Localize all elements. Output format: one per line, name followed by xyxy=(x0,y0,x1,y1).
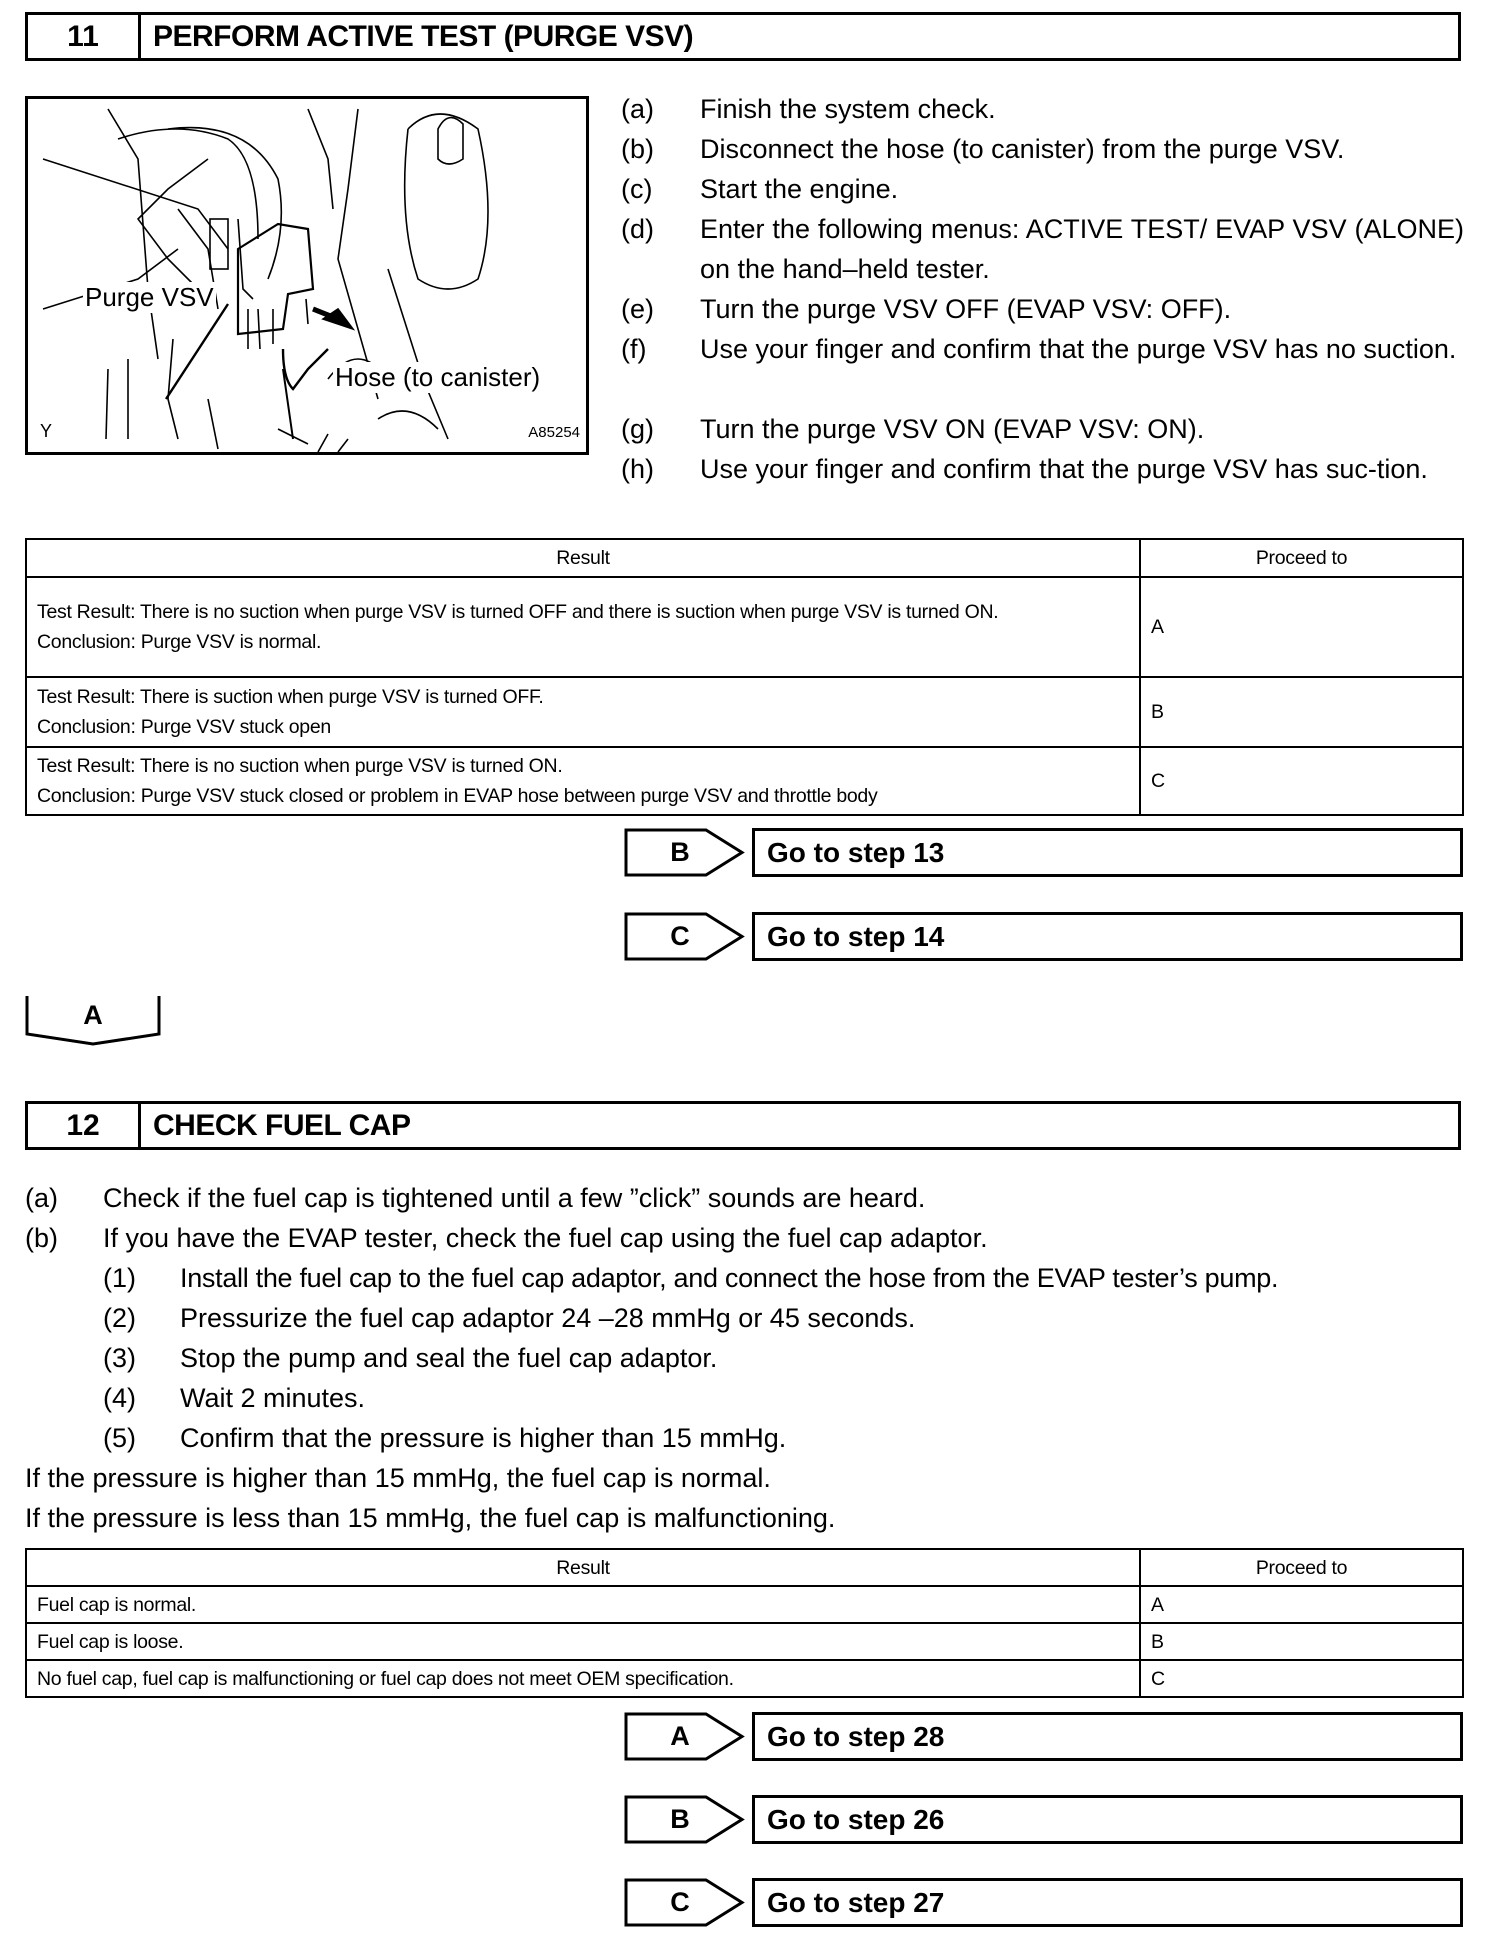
substep-label: (4) xyxy=(103,1383,136,1413)
branch-letter: C xyxy=(670,1887,690,1917)
result-header: Result xyxy=(26,1549,1140,1586)
instruction-text: Enter the following menus: ACTIVE TEST/ EVAP VSV (ALONE) on the hand–held tester. xyxy=(700,214,1464,284)
note-text: If the pressure is less than 15 mmHg, the fuel cap is malfunctioning. xyxy=(25,1503,836,1533)
purge-vsv-figure xyxy=(25,96,589,455)
conclusion: Conclusion: Purge VSV stuck closed or problem in EVAP hose between purge VSV and throttle body xyxy=(37,785,878,807)
instruction-label: (f) xyxy=(621,334,647,364)
step-12-header xyxy=(25,1101,1461,1150)
table-row xyxy=(26,677,1463,747)
conclusion: Conclusion: Purge VSV is normal. xyxy=(37,631,322,653)
continue-letter: A xyxy=(83,1000,103,1030)
substep-text: Pressurize the fuel cap adaptor 24 –28 mmHg or 45 seconds. xyxy=(180,1303,916,1333)
go-to-step-link[interactable]: Go to step 26 xyxy=(752,1795,1463,1844)
instruction-text: Finish the system check. xyxy=(700,94,996,124)
step-11-header xyxy=(25,12,1461,61)
jump-a-step-28[interactable] xyxy=(624,1712,1464,1761)
purge-vsv-label: Purge VSV xyxy=(85,282,214,312)
result-text: No fuel cap, fuel cap is malfunctioning or fuel cap does not meet OEM specification. xyxy=(26,1660,1140,1697)
go-to-step-link[interactable]: Go to step 13 xyxy=(752,828,1463,877)
table-row xyxy=(26,577,1463,677)
branch-letter: C xyxy=(670,921,690,951)
proceed-value: A xyxy=(1140,1586,1463,1623)
substep-label: (3) xyxy=(103,1343,136,1373)
table-row xyxy=(26,1660,1463,1697)
result-text: Fuel cap is loose. xyxy=(26,1623,1140,1660)
step-12-instructions xyxy=(25,1178,1465,1548)
instruction-text: Check if the fuel cap is tightened until a few ”click” sounds are heard. xyxy=(103,1183,926,1213)
engine-illustration xyxy=(28,99,586,452)
branch-letter: A xyxy=(670,1721,690,1751)
substep-text: Wait 2 minutes. xyxy=(180,1383,366,1413)
result-text: Fuel cap is normal. xyxy=(26,1586,1140,1623)
hose-label: Hose (to canister) xyxy=(335,362,541,392)
substep-text: Stop the pump and seal the fuel cap adaptor. xyxy=(180,1343,718,1373)
instruction-label: (d) xyxy=(621,214,654,244)
go-to-step-link[interactable]: Go to step 27 xyxy=(752,1878,1463,1927)
step-title: PERFORM ACTIVE TEST (PURGE VSV) xyxy=(153,19,694,53)
instruction-text: Turn the purge VSV OFF (EVAP VSV: OFF). xyxy=(700,294,1232,324)
instruction-label: (e) xyxy=(621,294,654,324)
test-result: Test Result: There is no suction when purge VSV is turned OFF and there is suction when purge VSV is turned ON. xyxy=(37,601,999,623)
step-number: 11 xyxy=(28,15,141,58)
instruction-label: (b) xyxy=(25,1223,58,1253)
step-11-result-table xyxy=(25,538,1464,816)
figure-id: A85254 xyxy=(528,424,580,441)
instruction-text: Disconnect the hose (to canister) from the purge VSV. xyxy=(700,134,1345,164)
instruction-text: If you have the EVAP tester, check the fuel cap using the fuel cap adaptor. xyxy=(103,1223,988,1253)
jump-c-step-27[interactable] xyxy=(624,1878,1464,1927)
instruction-label: (b) xyxy=(621,134,654,164)
instruction-text: Use your finger and confirm that the purge VSV has no suction. xyxy=(700,334,1457,364)
instruction-label: (h) xyxy=(621,454,654,484)
instruction-label: (a) xyxy=(25,1183,58,1213)
jump-b-step-26[interactable] xyxy=(624,1795,1464,1844)
substep-label: (2) xyxy=(103,1303,136,1333)
branch-letter: B xyxy=(670,1804,690,1834)
table-row xyxy=(26,1586,1463,1623)
figure-corner-mark: Y xyxy=(40,421,53,441)
test-result: Test Result: There is no suction when purge VSV is turned ON. xyxy=(37,755,563,777)
branch-letter: B xyxy=(670,837,690,867)
substep-label: (5) xyxy=(103,1423,136,1453)
substep-label: (1) xyxy=(103,1263,136,1293)
step-number: 12 xyxy=(28,1104,141,1147)
continue-a-marker xyxy=(25,994,161,1046)
proceed-value: C xyxy=(1140,1660,1463,1697)
proceed-header: Proceed to xyxy=(1140,1549,1463,1586)
proceed-value: B xyxy=(1140,1623,1463,1660)
proceed-header: Proceed to xyxy=(1140,539,1463,577)
test-result: Test Result: There is suction when purge VSV is turned OFF. xyxy=(37,686,544,708)
result-header: Result xyxy=(26,539,1140,577)
instruction-label: (a) xyxy=(621,94,654,124)
proceed-value: C xyxy=(1140,747,1463,815)
step-title: CHECK FUEL CAP xyxy=(153,1108,411,1142)
go-to-step-link[interactable]: Go to step 28 xyxy=(752,1712,1463,1761)
instruction-label: (c) xyxy=(621,174,653,204)
step-11-instructions xyxy=(621,89,1464,529)
proceed-value: B xyxy=(1140,677,1463,747)
jump-c-step-14[interactable] xyxy=(624,912,1464,961)
conclusion: Conclusion: Purge VSV stuck open xyxy=(37,716,331,738)
instruction-text: Use your finger and confirm that the purge VSV has suc-tion. xyxy=(700,454,1428,484)
proceed-value: A xyxy=(1140,577,1463,677)
step-12-result-table xyxy=(25,1548,1464,1698)
table-header-row xyxy=(26,1549,1463,1586)
substep-text: Install the fuel cap to the fuel cap adaptor, and connect the hose from the EVAP tester’s pump. xyxy=(180,1263,1279,1293)
instruction-label: (g) xyxy=(621,414,654,444)
jump-b-step-13[interactable] xyxy=(624,828,1464,877)
table-row xyxy=(26,747,1463,815)
instruction-text: Turn the purge VSV ON (EVAP VSV: ON). xyxy=(700,414,1205,444)
instruction-text: Start the engine. xyxy=(700,174,899,204)
note-text: If the pressure is higher than 15 mmHg, the fuel cap is normal. xyxy=(25,1463,771,1493)
substep-text: Confirm that the pressure is higher than 15 mmHg. xyxy=(180,1423,787,1453)
table-row xyxy=(26,1623,1463,1660)
go-to-step-link[interactable]: Go to step 14 xyxy=(752,912,1463,961)
table-header-row xyxy=(26,539,1463,577)
